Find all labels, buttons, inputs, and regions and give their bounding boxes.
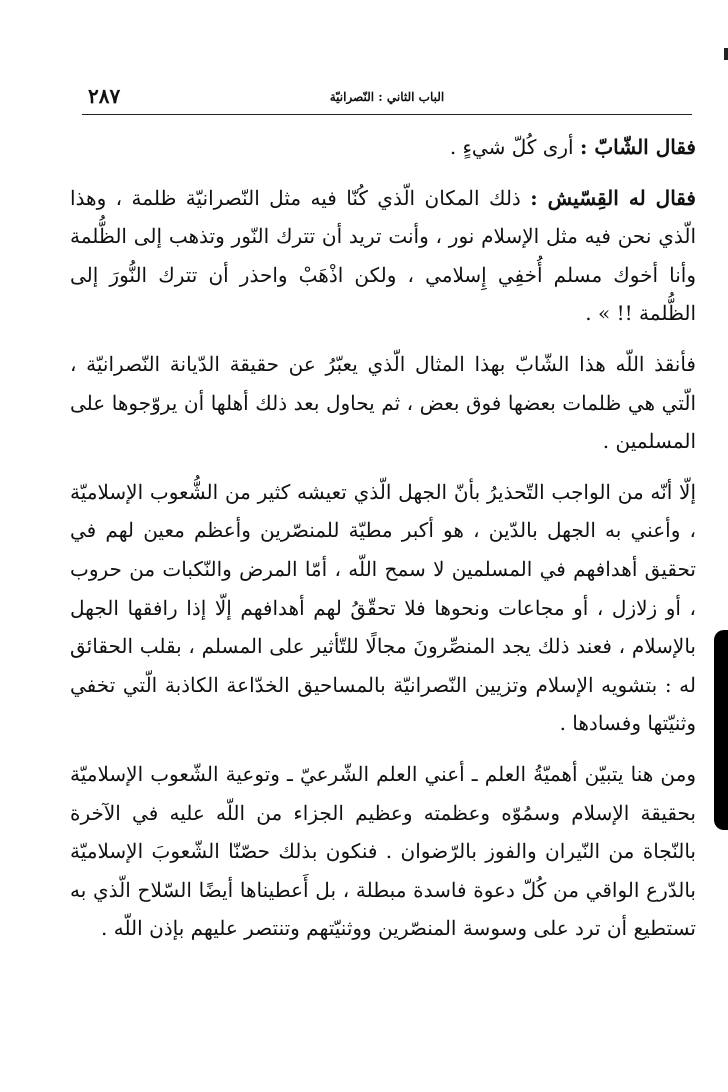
- paragraph-text: ذلك المكان الّذي كُنّا فيه مثل النّصرانيّة ظلمة ، وهذا الّذي نحن فيه مثل الإسلام نور ، وأنت تريد أن تترك النّور وتذهب إلى الظُّلمة وأنا أخوك مسلم أُخفِي إِسلامي ، ولكن اذْهَبْ واحذر أن تترك النُّورَ إلى الظُّلمة !! » .: [70, 185, 696, 326]
- paragraph-text: ومن هنا يتبيّن أهميّةُ العلم ـ أعني العلم الشّرعيّ ـ وتوعية الشّعوب الإسلاميّة بحقيقة الإسلام وسمُوّه وعظمته وعظيم الجزاء من اللّه عليه في الآخرة بالنّجاة من النّيران والفوز بالرّضوان . فنكون بذلك حصّنّا الشّعوبَ الإسلاميّة بالدّرع الواقي من كُلّ دعوة فاسدة مبطلة ، بل أَعطيناها أيضًا السّلاح الّذي به تستطيع أن ترد على وسوسة المنصّرين ووثنيّتهم وتنتصر عليهم بإذن اللّه .: [70, 761, 696, 941]
- page-body: [70, 128, 696, 960]
- paragraph-5: [70, 755, 696, 948]
- running-title: الباب الثاني : النّصرانيّة: [329, 90, 445, 104]
- paragraph-text: أرى كُلّ شيءٍ .: [449, 135, 580, 159]
- paragraph-4: [70, 473, 696, 743]
- paragraph-text: إلّا أنّه من الواجب التّحذيرُ بأنّ الجهل الّذي تعيشه كثير من الشُّعوب الإسلاميّة ، وأعني به الجهل بالدّين ، هو أكبر مطيّة للمنصّرين وأعظم معين لهم في تحقيق أهدافهم في المسلمين لا سمح اللّه ، أمّا المرض والنّكبات من حروب ، أو زلازل ، أو مجاعات ونحوها فلا تحقّقُ لهم أهدافهم إلّا إذا رافقها الجهل بالإسلام ، فعند ذلك يجد المنصِّرونَ مجالًا للتّأثير على المسلم ، بقلب الحقائق له : بتشويه الإسلام وتزيين النّصرانيّة بالمساحيق الخدّاعة الكاذبة الّتي تخفي وثنيّتها وفسادها .: [70, 479, 696, 736]
- page-edge-shadow: [714, 630, 728, 830]
- paragraph-lead: فقال الشّابّ :: [579, 135, 696, 159]
- page-number: ٢٨٧: [88, 84, 121, 108]
- page-edge-mark: [724, 48, 728, 60]
- paragraph-lead: فقال له القِسّيش :: [530, 185, 696, 210]
- paragraph-text: فأنقذ اللّه هذا الشّابّ بهذا المثال الّذي يعبّرُ عن حقيقة الدّيانة النّصرانيّة ، الّتي هي ظلمات بعضها فوق بعض ، ثم يحاول بعد ذلك أهلها أن يروّجوها على المسلمين .: [70, 351, 696, 454]
- page-header: [82, 84, 692, 115]
- paragraph-3: [70, 345, 696, 461]
- paragraph-2: [70, 179, 696, 333]
- paragraph-1: [70, 128, 696, 167]
